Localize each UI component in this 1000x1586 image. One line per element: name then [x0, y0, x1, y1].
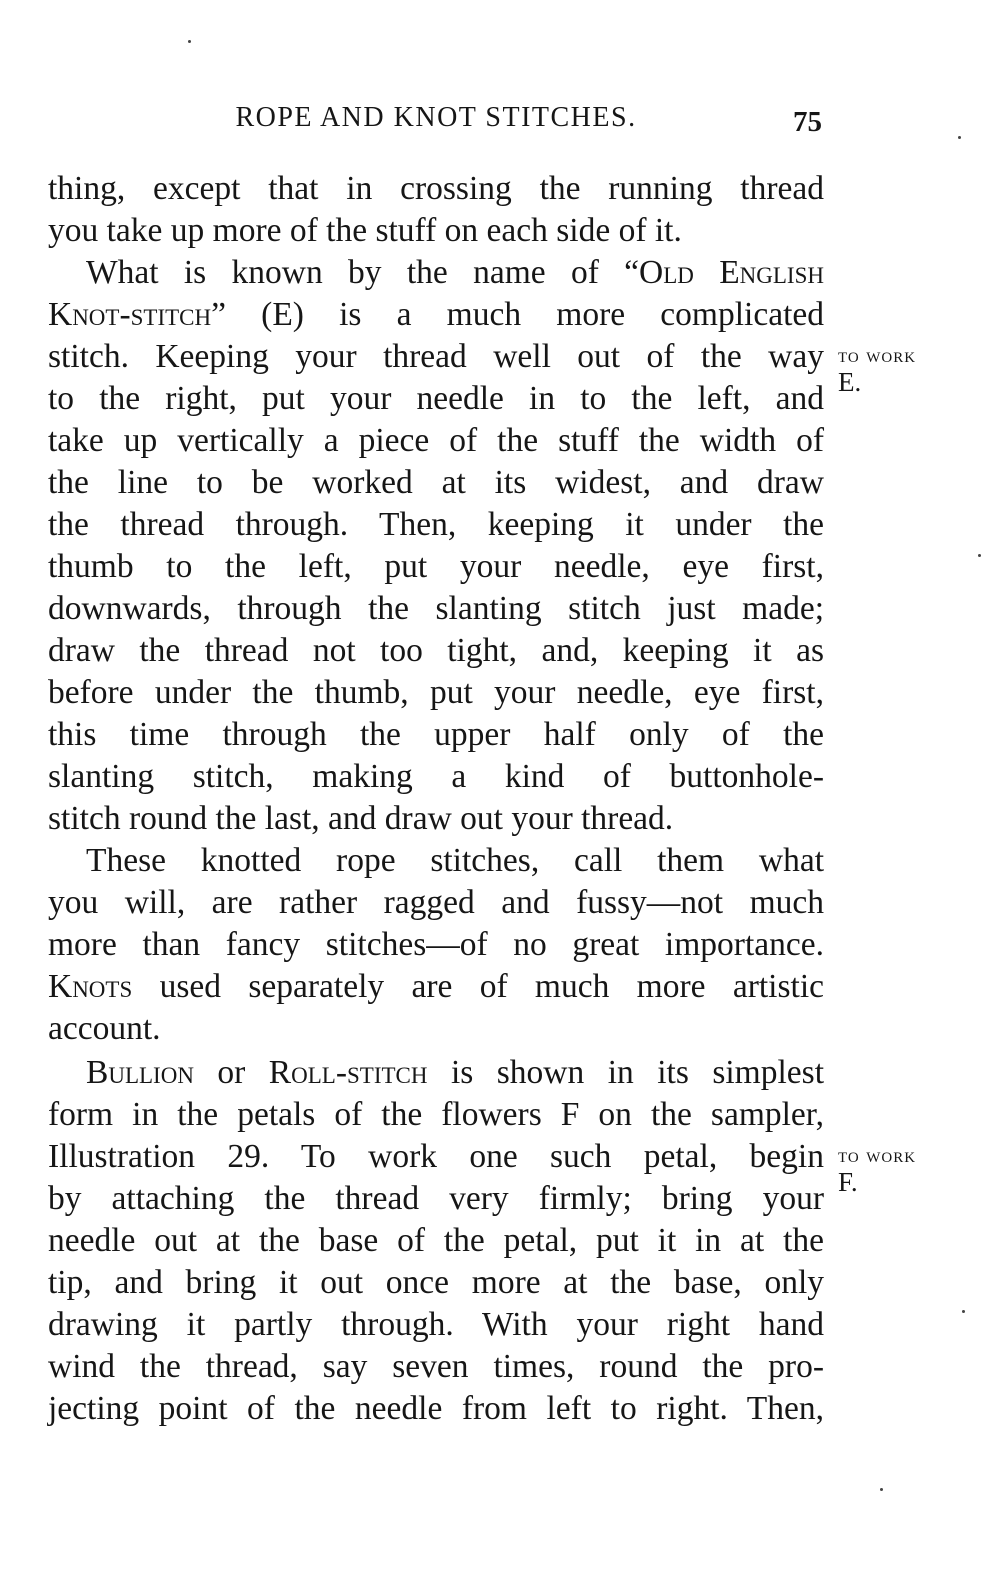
text-fragment: ” (E) is a much more complicated: [211, 296, 824, 333]
text-line: needle out at the base of the petal, put it in at the: [48, 1222, 824, 1259]
scan-speck: [188, 40, 191, 43]
text-line: stitch round the last, and draw out your thread.: [48, 800, 674, 837]
scan-speck: [958, 136, 961, 139]
margin-note-label: to work: [838, 1142, 917, 1167]
scan-speck: [962, 1310, 965, 1313]
scan-speck: [880, 1488, 883, 1491]
text-fragment: What is known by the name of “: [86, 254, 640, 291]
text-line: slanting stitch, making a kind of buttonhole-: [48, 758, 824, 795]
text-line: tip, and bring it out once more at the base, only: [48, 1264, 824, 1301]
text-line: Illustration 29. To work one such petal, begin: [48, 1138, 824, 1175]
text-line: jecting point of the needle from left to right. Then,: [48, 1390, 824, 1427]
text-line: These knotted rope stitches, call them what: [86, 842, 824, 879]
text-line: [86, 1052, 824, 1094]
margin-note-ref: F.: [838, 1167, 858, 1197]
text-line: the thread through. Then, keeping it under the: [48, 506, 824, 543]
text-line: wind the thread, say seven times, round the pro-: [48, 1348, 824, 1385]
text-line: more than fancy stitches—of no great importance.: [48, 926, 824, 963]
text-line: stitch. Keeping your thread well out of the way: [48, 338, 824, 375]
text-fragment: is shown in its simplest: [450, 1054, 825, 1091]
text-fragment: or: [217, 1054, 246, 1091]
text-line: this time through the upper half only of the: [48, 716, 824, 753]
running-title: ROPE AND KNOT STITCHES.: [235, 102, 637, 133]
text-line: [86, 252, 824, 294]
page-number: 75: [793, 106, 822, 138]
text-line: thing, except that in crossing the running thread: [48, 170, 824, 207]
text-line: the line to be worked at its widest, and draw: [48, 464, 824, 501]
margin-note-e: [838, 344, 968, 396]
text-line: account.: [48, 1010, 161, 1047]
text-line: form in the petals of the flowers F on the sampler,: [48, 1096, 824, 1133]
scan-speck: [978, 554, 981, 557]
text-line: you take up more of the stuff on each side of it.: [48, 212, 682, 249]
text-line: drawing it partly through. With your right hand: [48, 1306, 824, 1343]
text-line: [48, 294, 824, 336]
text-fragment: used separately are of much more artistic: [159, 968, 825, 1005]
term-knots: Knots: [48, 968, 133, 1005]
term-old-english: Old English: [639, 254, 824, 291]
margin-note-label: to work: [838, 342, 917, 367]
text-line: downwards, through the slanting stitch just made;: [48, 590, 824, 627]
text-line: to the right, put your needle in to the left, and: [48, 380, 824, 417]
term-knot-stitch: Knot-stitch: [48, 296, 212, 333]
margin-note-f: [838, 1144, 968, 1196]
text-line: thumb to the left, put your needle, eye first,: [48, 548, 824, 585]
text-line: by attaching the thread very firmly; bring your: [48, 1180, 824, 1217]
text-line: you will, are rather ragged and fussy—not much: [48, 884, 824, 921]
term-bullion: Bullion: [86, 1054, 194, 1091]
term-roll-stitch: Roll-stitch: [268, 1054, 428, 1091]
text-line: [48, 966, 824, 1008]
running-head: [48, 100, 824, 144]
margin-note-ref: E.: [838, 367, 862, 397]
text-line: before under the thumb, put your needle, eye first,: [48, 674, 824, 711]
text-line: draw the thread not too tight, and, keeping it as: [48, 632, 824, 669]
text-line: take up vertically a piece of the stuff the width of: [48, 422, 824, 459]
